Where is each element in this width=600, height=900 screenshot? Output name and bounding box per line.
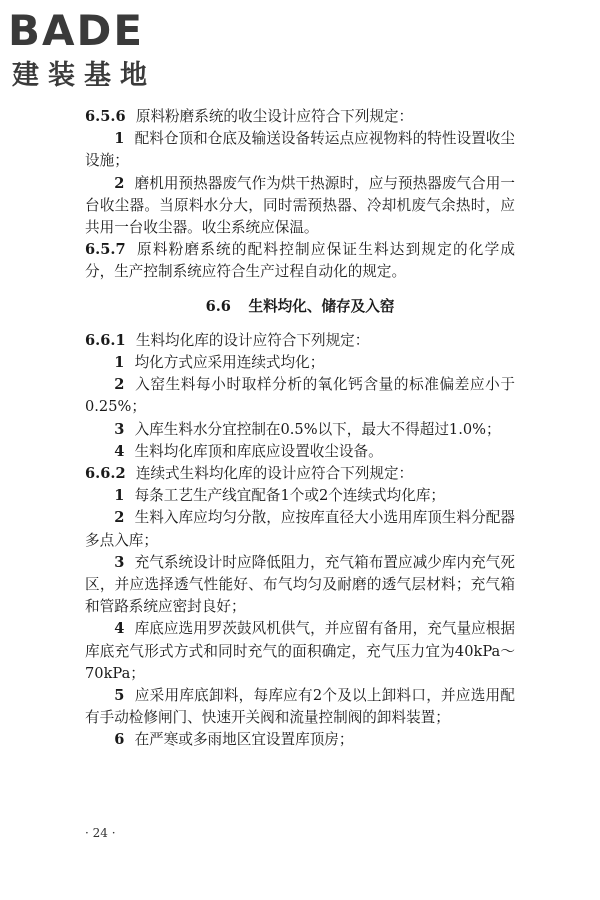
list-item [85,485,515,507]
paragraph-text: 生料均化、储存及入窑 [248,297,395,315]
list-item [85,441,515,463]
logo [8,6,178,96]
logo-subtitle: 建装基地 [12,60,156,91]
clause-number: 6.5.6 [85,108,126,125]
item-number: 1 [114,487,125,505]
list-item [85,729,515,751]
paragraph-text: 磨机用预热器废气作为烘干热源时，应与预热器废气合用一台收尘器。当原料水分大，同时需预热器、冷却机废气余热时，应共用一台收尘器。收尘系统应保温。 [85,174,515,237]
paragraph-text: 每条工艺生产线宜配备1个或2个连续式均化库； [134,487,446,505]
logo-brand: BADE [8,6,145,55]
item-number: 3 [114,420,125,438]
section-heading [85,296,515,318]
paragraph-text: 连续式生料均化库的设计应符合下列规定： [135,465,414,483]
document-body [85,106,515,752]
paragraph-text: 均化方式应采用连续式均化； [134,354,325,372]
paragraph-text: 入窑生料每小时取样分析的氧化钙含量的标准偏差应小于0.25%； [85,376,515,416]
list-item [85,507,515,551]
clause-paragraph [85,330,515,352]
paragraph-text: 库底应选用罗茨鼓风机供气，并应留有备用，充气量应根据库底充气形式方式和同时充气的面积确定，充气压力宜为40kPa～70kPa； [85,620,515,682]
item-number: 2 [114,509,125,527]
list-item [85,552,515,619]
item-number: 5 [114,687,125,705]
list-item [85,173,515,240]
list-item [85,374,515,418]
paragraph-text: 原料粉磨系统的收尘设计应符合下列规定： [135,108,414,125]
list-item [85,685,515,729]
clause-number: 6.6.1 [85,331,126,349]
list-item [85,128,515,172]
clause-number: 6.6 [205,297,231,315]
clause-number: 6.6.2 [85,465,126,483]
list-item [85,419,515,441]
paragraph-text: 充气系统设计时应降低阻力，充气箱布置应减少库内充气死区，并应选择透气性能好、布气均匀及耐磨的透气层材料；充气箱和管路系统应密封良好； [85,553,515,616]
item-number: 2 [114,376,125,394]
item-number: 1 [114,354,125,372]
paragraph-text: 入库生料水分宜控制在0.5%以下，最大不得超过1.0%； [134,420,501,438]
item-number: 1 [114,130,125,148]
item-number: 3 [114,553,125,571]
paragraph-text: 在严寒或多雨地区宜设置库顶房； [134,731,354,749]
item-number: 4 [114,620,125,638]
item-number: 2 [114,174,125,192]
clause-paragraph [85,239,515,283]
paragraph-text: 生料均化库顶和库底应设置收尘设备。 [134,442,383,460]
list-item [85,352,515,374]
paragraph-text: 生料均化库的设计应符合下列规定： [135,331,370,349]
clause-paragraph [85,463,515,485]
paragraph-text: 配料仓顶和仓底及输送设备转运点应视物料的特性设置收尘设施； [85,130,515,170]
paragraph-text: 应采用库底卸料，每库应有2个及以上卸料口，并应选用配有手动检修闸门、快速开关阀和流量控制阀的卸料装置； [85,687,515,727]
paragraph-text: 原料粉磨系统的配料控制应保证生料达到规定的化学成分，生产控制系统应符合生产过程自动化的规定。 [85,241,515,281]
clause-paragraph [85,106,515,128]
item-number: 6 [114,731,125,749]
clause-number: 6.5.7 [85,241,126,259]
paragraph-text: 生料入库应均匀分散，应按库直径大小选用库顶生料分配器多点入库； [85,509,515,549]
list-item [85,618,515,685]
item-number: 4 [114,442,125,460]
page-number: · 24 · [85,826,116,840]
